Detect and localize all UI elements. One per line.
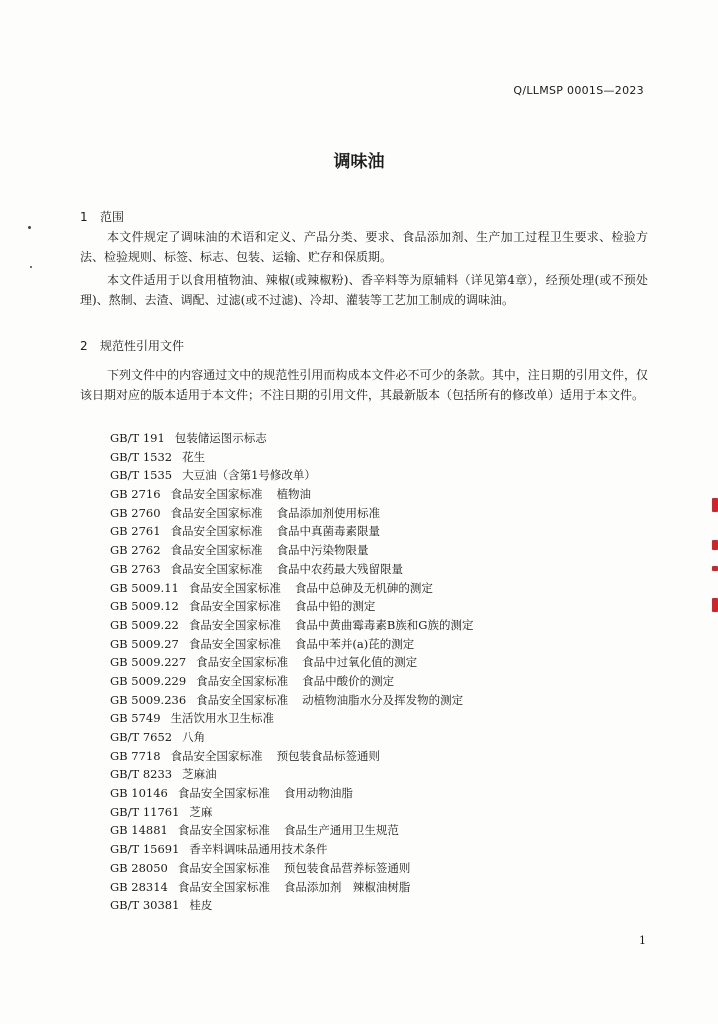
reference-subtitle: 食品中铅的测定: [294, 599, 376, 614]
reference-subtitle: 食品添加剂使用标准: [276, 505, 381, 520]
reference-title: 食品安全国家标准: [177, 823, 270, 838]
reference-item: [110, 747, 474, 766]
reference-title: 食品安全国家标准: [170, 748, 263, 763]
reference-subtitle: 动植物油脂水分及挥发物的测定: [302, 692, 464, 707]
reference-title: 食品安全国家标准: [196, 655, 289, 670]
reference-subtitle: 食品中过氧化值的测定: [302, 655, 418, 670]
reference-item: [110, 616, 474, 635]
reference-title: 包装储运图示标志: [174, 431, 267, 445]
reference-title: 食品安全国家标准: [188, 636, 281, 651]
reference-code: GB 10146: [110, 786, 168, 801]
scan-edge-mark: [712, 540, 718, 550]
reference-code: GB 5009.229: [110, 673, 187, 688]
reference-item: [110, 635, 474, 654]
reference-title: 食品安全国家标准: [170, 505, 263, 520]
reference-subtitle: 预包装食品标签通则: [276, 748, 381, 763]
reference-title: 食品安全国家标准: [196, 692, 289, 707]
reference-title: 香辛料调味品通用技术条件: [189, 842, 328, 857]
reference-subtitle: 食品中污染物限量: [276, 543, 369, 558]
reference-item: [110, 579, 474, 598]
reference-item: [110, 878, 474, 897]
reference-title: 八角: [182, 730, 206, 744]
reference-code: GB/T 30381: [110, 898, 180, 913]
reference-item: [110, 541, 474, 560]
reference-title: 桂皮: [189, 898, 213, 913]
reference-subtitle: 食品中苯并(a)芘的测定: [294, 636, 415, 651]
scan-dust-dot: [28, 226, 31, 229]
reference-code: GB/T 191: [110, 431, 165, 445]
reference-item: [110, 672, 474, 691]
page-number: 1: [639, 934, 646, 947]
reference-item: [110, 709, 474, 728]
reference-title: 大豆油（含第1号修改单）: [182, 468, 316, 483]
reference-subtitle: 食品中农药最大残留限量: [276, 561, 404, 576]
reference-subtitle: 植物油: [276, 487, 312, 502]
reference-title: 花生: [182, 449, 206, 464]
section-1-heading: [80, 208, 124, 225]
standard-code: Q/LLMSP 0001S—2023: [513, 84, 644, 97]
section-2-heading: [80, 337, 184, 354]
reference-code: GB 2761: [110, 524, 161, 539]
reference-code: GB 28314: [110, 879, 168, 894]
reference-title: 食品安全国家标准: [177, 879, 270, 894]
scan-edge-mark: [712, 498, 718, 512]
reference-item: [110, 859, 474, 878]
reference-item: [110, 653, 474, 672]
section-1-paragraph-2: 本文件适用于以食用植物油、辣椒(或辣椒粉)、香辛料等为原辅料（详见第4章），经预处理(或不预处理)、熬制、去渣、调配、过滤(或不过滤)、冷却、灌装等工艺加工制成的调味油。: [80, 273, 648, 307]
reference-title: 食品安全国家标准: [196, 673, 289, 688]
reference-list: [110, 429, 474, 915]
section-1-title: 范围: [100, 210, 125, 224]
reference-title: 食品安全国家标准: [170, 487, 263, 502]
section-1-paragraph-1: 本文件规定了调味油的术语和定义、产品分类、要求、食品添加剂、生产加工过程卫生要求、检验方法、检验规则、标签、标志、包装、运输、贮存和保质期。: [80, 230, 648, 264]
reference-subtitle: 食品中真菌毒素限量: [276, 524, 381, 539]
reference-subtitle: 食用动物油脂: [283, 786, 353, 801]
reference-subtitle: 食品生产通用卫生规范: [283, 823, 399, 838]
reference-item: [110, 803, 474, 822]
scan-edge-mark: [712, 598, 718, 612]
reference-item: [110, 728, 474, 747]
reference-item: [110, 691, 474, 710]
reference-code: GB/T 8233: [110, 767, 173, 782]
reference-item: [110, 765, 474, 784]
reference-code: GB 2760: [110, 505, 161, 520]
reference-code: GB 5009.27: [110, 636, 179, 651]
section-2-number: 2: [80, 339, 88, 353]
reference-title: 食品安全国家标准: [188, 599, 281, 614]
reference-code: GB/T 15691: [110, 842, 180, 857]
scan-dust-dot: [30, 266, 32, 268]
reference-item: [110, 560, 474, 579]
reference-title: 芝麻: [189, 804, 213, 819]
reference-item: [110, 429, 474, 448]
reference-code: GB 14881: [110, 823, 168, 838]
reference-item: [110, 466, 474, 485]
section-2-intro: 下列文件中的内容通过文中的规范性引用而构成本文件必不可少的条款。其中，注日期的引用文件，仅该日期对应的版本适用于本文件；不注日期的引用文件，其最新版本（包括所有的修改单）适用于本文件。: [80, 368, 648, 402]
reference-subtitle: 食品中酸价的测定: [302, 673, 395, 688]
reference-title: 食品安全国家标准: [170, 524, 263, 539]
scan-edge-mark: [712, 566, 718, 571]
reference-title: 食品安全国家标准: [170, 543, 263, 558]
reference-item: [110, 896, 474, 915]
reference-item: [110, 821, 474, 840]
reference-item: [110, 522, 474, 541]
reference-code: GB 5009.236: [110, 692, 187, 707]
reference-code: GB 5009.12: [110, 599, 179, 614]
reference-subtitle: 预包装食品营养标签通则: [283, 860, 411, 875]
reference-code: GB 5749: [110, 711, 161, 726]
reference-subtitle: 食品添加剂 辣椒油树脂: [283, 879, 411, 894]
reference-item: [110, 448, 474, 467]
section-2-title: 规范性引用文件: [100, 339, 185, 353]
reference-code: GB 5009.227: [110, 655, 187, 670]
reference-code: GB 2763: [110, 561, 161, 576]
reference-title: 食品安全国家标准: [177, 860, 270, 875]
reference-code: GB 28050: [110, 860, 168, 875]
reference-title: 芝麻油: [182, 767, 217, 782]
reference-title: 食品安全国家标准: [188, 617, 281, 632]
reference-code: GB/T 11761: [110, 804, 180, 819]
document-title: 调味油: [333, 152, 385, 172]
reference-code: GB 2716: [110, 487, 161, 502]
section-1-number: 1: [80, 210, 88, 224]
reference-subtitle: 食品中黄曲霉毒素B族和G族的测定: [294, 617, 474, 632]
reference-title: 食品安全国家标准: [188, 580, 281, 595]
reference-item: [110, 840, 474, 859]
reference-code: GB 5009.22: [110, 617, 179, 632]
reference-title: 食品安全国家标准: [177, 786, 270, 801]
reference-subtitle: 食品中总砷及无机砷的测定: [294, 580, 433, 595]
reference-code: GB/T 1535: [110, 468, 173, 483]
reference-title: 生活饮用水卫生标准: [170, 711, 275, 726]
reference-item: [110, 784, 474, 803]
reference-code: GB 2762: [110, 543, 161, 558]
reference-item: [110, 597, 474, 616]
reference-item: [110, 504, 474, 523]
reference-item: [110, 485, 474, 504]
reference-code: GB/T 1532: [110, 449, 173, 464]
reference-title: 食品安全国家标准: [170, 561, 263, 576]
reference-code: GB/T 7652: [110, 730, 173, 744]
reference-code: GB 7718: [110, 748, 161, 763]
reference-code: GB 5009.11: [110, 580, 179, 595]
